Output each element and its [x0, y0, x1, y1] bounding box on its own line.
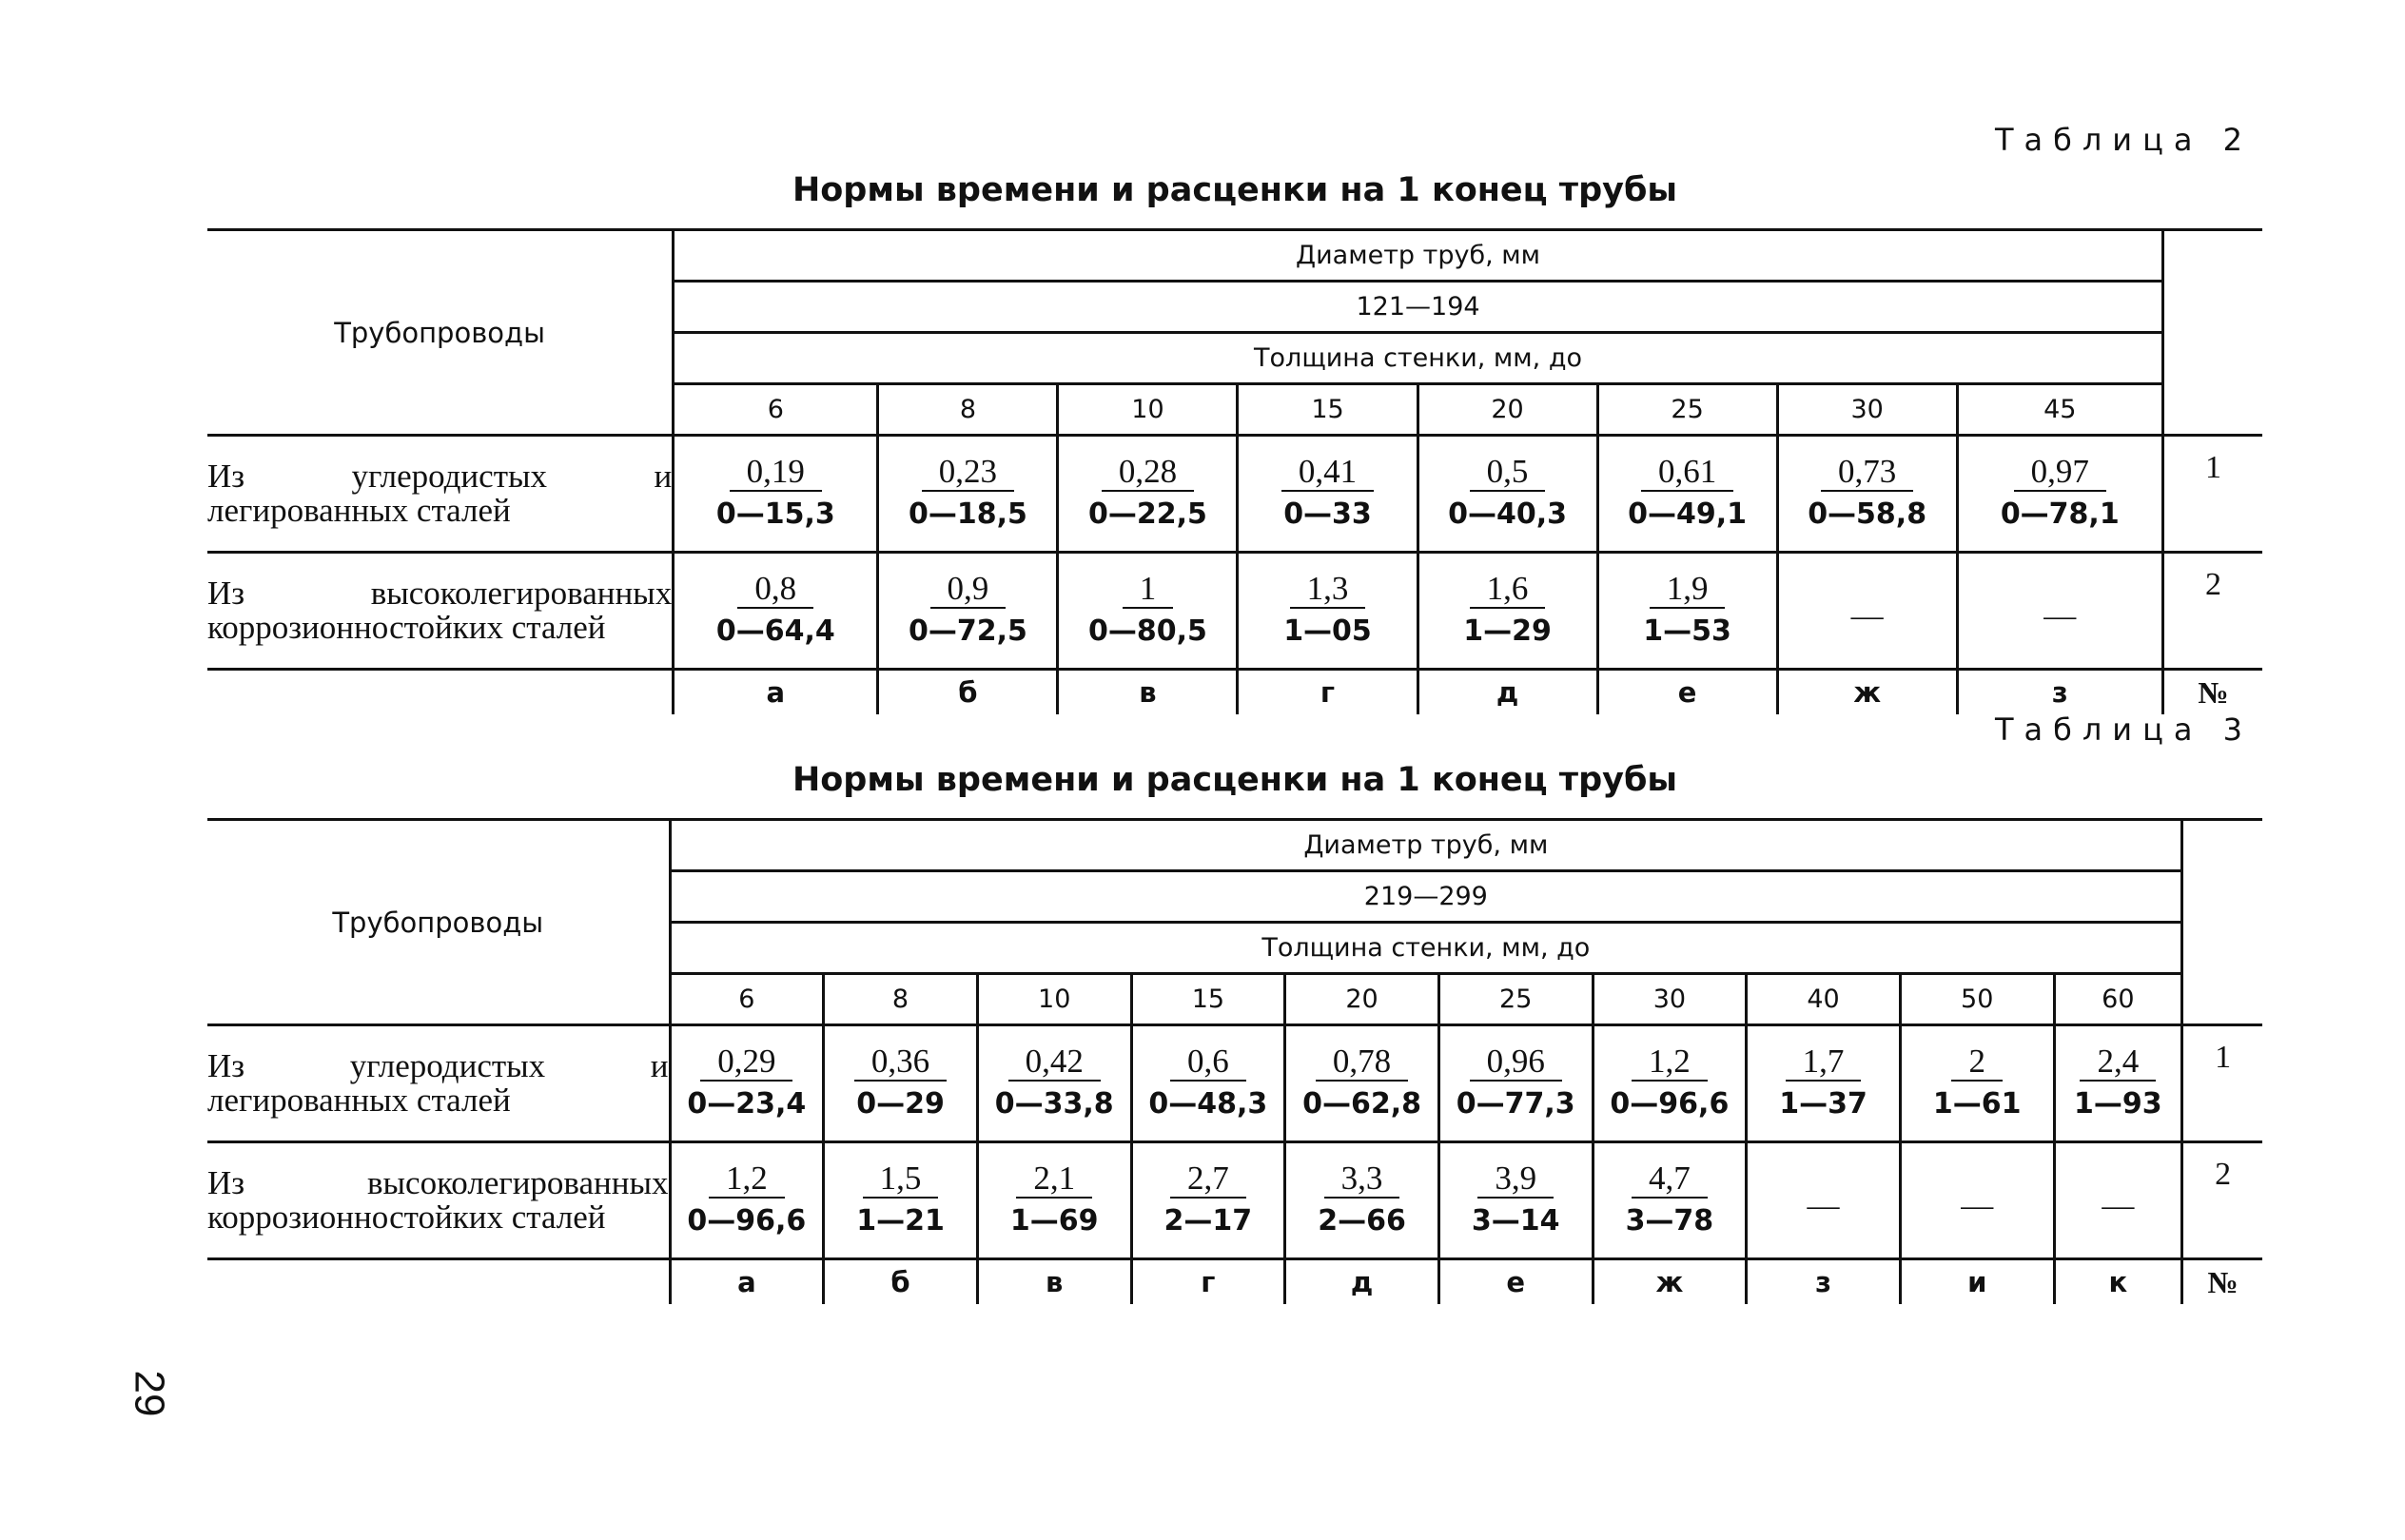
rate-value: 0—58,8 [1808, 497, 1927, 531]
rate-value: 0—49,1 [1628, 497, 1748, 531]
thickness-value: 25 [1438, 974, 1593, 1025]
norm-fraction [1643, 571, 1731, 651]
norm-cell [977, 1025, 1131, 1142]
norm-table-3 [207, 818, 2262, 1304]
time-norm: 0,28 [1102, 454, 1194, 492]
norm-fraction [1010, 1160, 1099, 1240]
rate-value: 0—33,8 [994, 1087, 1114, 1121]
rate-value: 0—48,3 [1148, 1087, 1268, 1121]
time-norm: 0,73 [1821, 454, 1913, 492]
number-sign: № [2182, 1259, 2262, 1305]
norm-cell [1597, 553, 1777, 670]
diameter-header: Диаметр труб, мм [674, 230, 2163, 282]
norm-fraction [1448, 454, 1567, 534]
pipeline-type: Из высоколегированных коррозионностойких сталей [207, 553, 674, 670]
rate-value: 0—29 [856, 1087, 945, 1121]
column-letter: к [2054, 1259, 2182, 1305]
time-norm: 0,96 [1470, 1043, 1562, 1082]
norm-fraction [1628, 454, 1747, 534]
norm-fraction [1933, 1043, 2022, 1123]
norm-cell [1597, 436, 1777, 553]
thickness-value: 20 [1418, 384, 1597, 436]
norm-fraction [856, 1160, 945, 1240]
row-header: Трубопроводы [207, 820, 670, 1025]
pipeline-type: Из высоколегированных коррозионностойких сталей [207, 1142, 670, 1259]
rate-value: 0—15,3 [715, 497, 835, 531]
thickness-header: Толщина стенки, мм, до [674, 333, 2163, 384]
norm-fraction [1472, 1160, 1560, 1240]
thickness-value: 40 [1747, 974, 1901, 1025]
norm-cell [1747, 1025, 1901, 1142]
norm-fraction [1283, 571, 1372, 651]
thickness-value: 45 [1957, 384, 2162, 436]
time-norm: 1,9 [1650, 571, 1726, 609]
norm-fraction [995, 1043, 1114, 1123]
norm-fraction [1281, 454, 1374, 534]
thickness-value: 6 [674, 384, 878, 436]
time-norm: 1,6 [1470, 571, 1546, 609]
norm-cell [1418, 436, 1597, 553]
column-letter: ж [1777, 670, 1957, 715]
table-2-label: Таблица 2 [1994, 122, 2253, 158]
row-header: Трубопроводы [207, 230, 674, 436]
time-norm: 1,7 [1786, 1043, 1862, 1082]
column-letter-row [207, 670, 2262, 715]
no-value-dash: — [2102, 1188, 2135, 1223]
norm-fraction [854, 1043, 947, 1123]
table-row [207, 436, 2262, 553]
norm-cell [2054, 1025, 2182, 1142]
norm-cell [824, 1142, 978, 1259]
norm-table-2 [207, 228, 2262, 714]
table-row [207, 1025, 2262, 1142]
blank-cell [207, 670, 674, 715]
column-letter: е [1438, 1259, 1593, 1305]
rate-value: 0—96,6 [1610, 1087, 1730, 1121]
norm-fraction [1463, 571, 1552, 651]
row-number: 1 [2182, 1025, 2262, 1142]
time-norm: 2,4 [2080, 1043, 2156, 1082]
norm-cell [2054, 1142, 2182, 1259]
table-row [207, 1142, 2262, 1259]
norm-cell [670, 1142, 824, 1259]
norm-cell [1438, 1025, 1593, 1142]
blank-cell [207, 1259, 670, 1305]
no-value-dash: — [1807, 1188, 1840, 1223]
thickness-value: 50 [1900, 974, 2054, 1025]
header-row [207, 230, 2262, 282]
rate-value: 1—05 [1283, 614, 1372, 648]
rate-value: 1—61 [1932, 1087, 2022, 1121]
norm-cell [1900, 1142, 2054, 1259]
thickness-value: 15 [1238, 384, 1418, 436]
norm-cell [1285, 1142, 1439, 1259]
norm-fraction [716, 571, 835, 651]
time-norm: 0,5 [1470, 454, 1546, 492]
time-norm: 0,23 [922, 454, 1014, 492]
column-letter: б [878, 670, 1058, 715]
time-norm: 0,8 [737, 571, 813, 609]
rate-value: 0—18,5 [908, 497, 1027, 531]
norm-cell [1777, 436, 1957, 553]
norm-fraction [1088, 571, 1207, 651]
norm-fraction [687, 1160, 806, 1240]
rate-value: 0—72,5 [908, 614, 1027, 648]
time-norm: 0,19 [730, 454, 822, 492]
norm-cell [1285, 1025, 1439, 1142]
thickness-value: 10 [977, 974, 1131, 1025]
diameter-range: 219—299 [670, 871, 2182, 923]
time-norm: 0,36 [854, 1043, 947, 1082]
time-norm: 3,9 [1477, 1160, 1554, 1199]
norm-fraction [716, 454, 835, 534]
rate-value: 0—22,5 [1088, 497, 1207, 531]
column-letter: в [977, 1259, 1131, 1305]
norm-fraction [1626, 1160, 1714, 1240]
norm-cell [1238, 553, 1418, 670]
column-letter: а [674, 670, 878, 715]
norm-fraction [1779, 1043, 1867, 1123]
norm-fraction [909, 571, 1027, 651]
column-letter: ж [1593, 1259, 1747, 1305]
no-value-dash: — [2043, 598, 2077, 634]
time-norm: 2,7 [1170, 1160, 1246, 1199]
thickness-value: 15 [1131, 974, 1285, 1025]
number-sign: № [2162, 670, 2262, 715]
rate-value: 3—78 [1625, 1204, 1714, 1238]
table-row [207, 553, 2262, 670]
norm-fraction [909, 454, 1027, 534]
norm-fraction [687, 1043, 806, 1123]
column-letter: в [1058, 670, 1238, 715]
column-letter: а [670, 1259, 824, 1305]
time-norm: 0,61 [1641, 454, 1733, 492]
norm-cell [1438, 1142, 1593, 1259]
norm-fraction [1808, 454, 1926, 534]
norm-cell [1131, 1025, 1285, 1142]
time-norm: 0,78 [1316, 1043, 1408, 1082]
column-letter: г [1238, 670, 1418, 715]
norm-cell [1418, 553, 1597, 670]
rate-value: 2—17 [1163, 1204, 1253, 1238]
time-norm: 0,9 [930, 571, 1007, 609]
diameter-range: 121—194 [674, 282, 2163, 333]
time-norm: 0,29 [700, 1043, 792, 1082]
norm-cell [1777, 553, 1957, 670]
norm-cell [1593, 1025, 1747, 1142]
norm-cell [1900, 1025, 2054, 1142]
norm-fraction [1088, 454, 1207, 534]
time-norm: 0,97 [2014, 454, 2106, 492]
rate-value: 0—40,3 [1448, 497, 1567, 531]
rate-value: 0—80,5 [1088, 614, 1207, 648]
norm-cell [1593, 1142, 1747, 1259]
thickness-value: 30 [1777, 384, 1957, 436]
thickness-value: 10 [1058, 384, 1238, 436]
rate-value: 2—66 [1318, 1204, 1406, 1238]
rate-value: 0—78,1 [2000, 497, 2120, 531]
norm-cell [1957, 553, 2162, 670]
pipeline-type: Из углеродистых и легированных сталей [207, 436, 674, 553]
time-norm: 3,3 [1324, 1160, 1400, 1199]
time-norm: 1,2 [1632, 1043, 1708, 1082]
rate-value: 0—96,6 [687, 1204, 807, 1238]
rate-value: 1—93 [2074, 1087, 2162, 1121]
table-3-title: Нормы времени и расценки на 1 конец трубы [792, 761, 1678, 799]
thickness-value: 30 [1593, 974, 1747, 1025]
time-norm: 1,5 [863, 1160, 939, 1199]
norm-cell [674, 436, 878, 553]
rate-value: 1—37 [1779, 1087, 1867, 1121]
norm-cell [1957, 436, 2162, 553]
thickness-value: 60 [2054, 974, 2182, 1025]
table-3-label: Таблица 3 [1994, 712, 2253, 748]
time-norm: 0,41 [1281, 454, 1374, 492]
norm-fraction [2074, 1043, 2162, 1123]
row-number: 1 [2162, 436, 2262, 553]
thickness-value: 25 [1597, 384, 1777, 436]
column-letter-row [207, 1259, 2262, 1305]
norm-fraction [2001, 454, 2120, 534]
table-2-title: Нормы времени и расценки на 1 конец трубы [792, 171, 1678, 209]
pipeline-type: Из углеродистых и легированных сталей [207, 1025, 670, 1142]
norm-fraction [1610, 1043, 1729, 1123]
rate-value: 1—29 [1463, 614, 1552, 648]
column-letter: д [1418, 670, 1597, 715]
row-number: 2 [2162, 553, 2262, 670]
time-norm: 1,2 [709, 1160, 785, 1199]
index-column-header [2162, 230, 2262, 436]
column-letter: б [824, 1259, 978, 1305]
norm-fraction [1164, 1160, 1253, 1240]
rate-value: 0—23,4 [687, 1087, 807, 1121]
time-norm: 1 [1123, 571, 1174, 609]
diameter-header: Диаметр труб, мм [670, 820, 2182, 871]
row-number: 2 [2182, 1142, 2262, 1259]
norm-cell [1238, 436, 1418, 553]
norm-cell [1058, 553, 1238, 670]
thickness-header: Толщина стенки, мм, до [670, 923, 2182, 974]
time-norm: 1,3 [1290, 571, 1366, 609]
column-letter: з [1957, 670, 2162, 715]
column-letter: д [1285, 1259, 1439, 1305]
thickness-value: 8 [824, 974, 978, 1025]
column-letter: з [1747, 1259, 1901, 1305]
norm-cell [670, 1025, 824, 1142]
thickness-value: 20 [1285, 974, 1439, 1025]
page-number: 29 [126, 1370, 173, 1417]
time-norm: 0,6 [1170, 1043, 1246, 1082]
norm-fraction [1302, 1043, 1421, 1123]
rate-value: 1—53 [1643, 614, 1731, 648]
column-letter: е [1597, 670, 1777, 715]
rate-value: 0—33 [1283, 497, 1372, 531]
time-norm: 4,7 [1632, 1160, 1708, 1199]
norm-cell [1131, 1142, 1285, 1259]
time-norm: 2 [1951, 1043, 2003, 1082]
norm-fraction [1318, 1160, 1406, 1240]
thickness-value: 6 [670, 974, 824, 1025]
header-row [207, 820, 2262, 871]
column-letter: г [1131, 1259, 1285, 1305]
time-norm: 2,1 [1016, 1160, 1092, 1199]
no-value-dash: — [1961, 1188, 1994, 1223]
norm-cell [1747, 1142, 1901, 1259]
rate-value: 0—77,3 [1456, 1087, 1575, 1121]
time-norm: 0,42 [1008, 1043, 1101, 1082]
norm-cell [878, 553, 1058, 670]
norm-cell [674, 553, 878, 670]
norm-cell [824, 1025, 978, 1142]
rate-value: 0—64,4 [715, 614, 835, 648]
column-letter: и [1900, 1259, 2054, 1305]
norm-fraction [1457, 1043, 1575, 1123]
norm-fraction [1148, 1043, 1267, 1123]
rate-value: 1—21 [856, 1204, 945, 1238]
rate-value: 3—14 [1471, 1204, 1560, 1238]
index-column-header [2182, 820, 2262, 1025]
thickness-value: 8 [878, 384, 1058, 436]
rate-value: 0—62,8 [1302, 1087, 1421, 1121]
norm-cell [977, 1142, 1131, 1259]
no-value-dash: — [1850, 598, 1884, 634]
norm-cell [878, 436, 1058, 553]
norm-cell [1058, 436, 1238, 553]
rate-value: 1—69 [1009, 1204, 1099, 1238]
